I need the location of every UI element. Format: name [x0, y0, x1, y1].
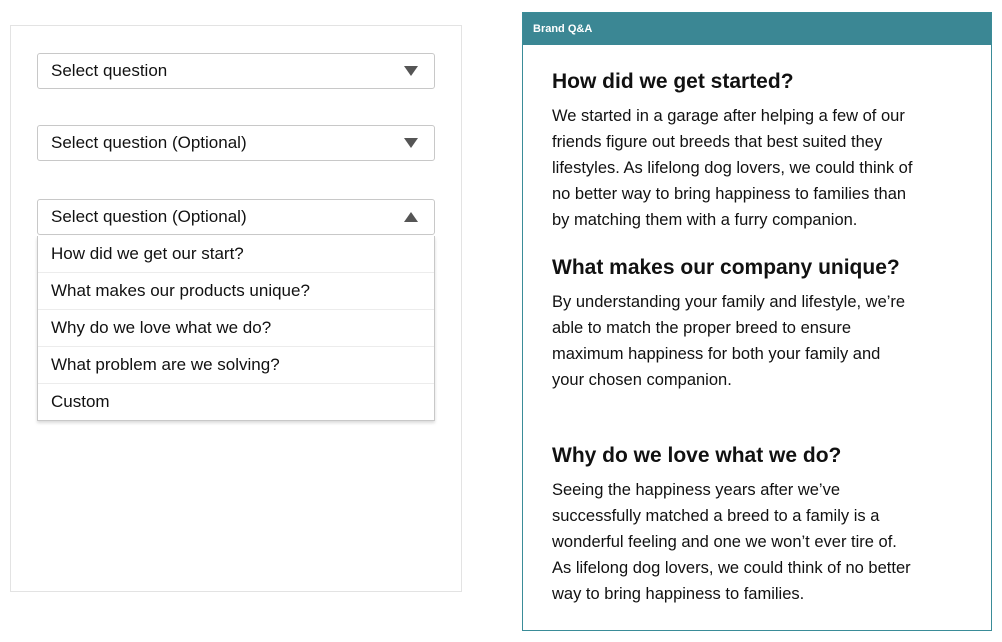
qa-answer-line: By understanding your family and lifestyle, we’re	[552, 293, 906, 311]
qa-question: Why do we love what we do?	[552, 444, 842, 467]
dropdown-option[interactable]: What problem are we solving?	[38, 347, 434, 384]
dropdown-option[interactable]: What makes our products unique?	[38, 273, 434, 310]
qa-answer-line: friends figure out breeds that best suited they	[552, 133, 883, 151]
qa-answer-line: able to match the proper breed to ensure	[552, 319, 852, 337]
qa-question: How did we get started?	[552, 70, 794, 93]
qa-answer-line: maximum happiness for both your family and	[552, 345, 881, 363]
qa-item	[552, 443, 971, 607]
question-select-3-label: Select question (Optional)	[51, 207, 247, 226]
qa-answer-line: way to bring happiness to families.	[552, 585, 805, 603]
qa-answer-line: no better way to bring happiness to families than	[552, 185, 907, 203]
question-dropdown-list	[37, 236, 435, 421]
brand-qa-preview	[522, 12, 992, 631]
question-select-1[interactable]	[37, 53, 435, 89]
qa-answer-line: successfully matched a breed to a family is a	[552, 507, 880, 525]
qa-answer	[552, 289, 971, 393]
question-select-1-label: Select question	[51, 61, 168, 80]
qa-answer	[552, 103, 971, 233]
caret-down-icon	[404, 138, 418, 148]
qa-answer	[552, 477, 971, 607]
qa-question: What makes our company unique?	[552, 256, 900, 279]
question-select-2-label: Select question (Optional)	[51, 133, 247, 152]
brand-qa-body	[523, 45, 991, 607]
brand-qa-header: Brand Q&A	[523, 13, 991, 45]
dropdown-option[interactable]: Custom	[51, 392, 110, 411]
qa-item	[552, 69, 971, 233]
question-select-3[interactable]	[37, 199, 435, 235]
qa-answer-line: by matching them with a furry companion.	[552, 211, 858, 229]
caret-down-icon	[404, 66, 418, 76]
qa-answer-line: We started in a garage after helping a few of our	[552, 107, 905, 125]
qa-answer-line: Seeing the happiness years after we’ve	[552, 481, 841, 499]
qa-item	[552, 255, 971, 393]
qa-answer-line: As lifelong dog lovers, we could think of no better	[552, 559, 911, 577]
caret-up-icon	[404, 212, 418, 222]
qa-answer-line: wonderful feeling and one we won’t ever tire of.	[552, 533, 897, 551]
question-editor-panel	[10, 25, 462, 592]
qa-answer-line: your chosen companion.	[552, 371, 732, 389]
dropdown-option[interactable]: How did we get our start?	[38, 236, 434, 273]
dropdown-option[interactable]: Why do we love what we do?	[38, 310, 434, 347]
qa-answer-line: lifestyles. As lifelong dog lovers, we could think of	[552, 159, 913, 177]
question-select-2[interactable]	[37, 125, 435, 161]
